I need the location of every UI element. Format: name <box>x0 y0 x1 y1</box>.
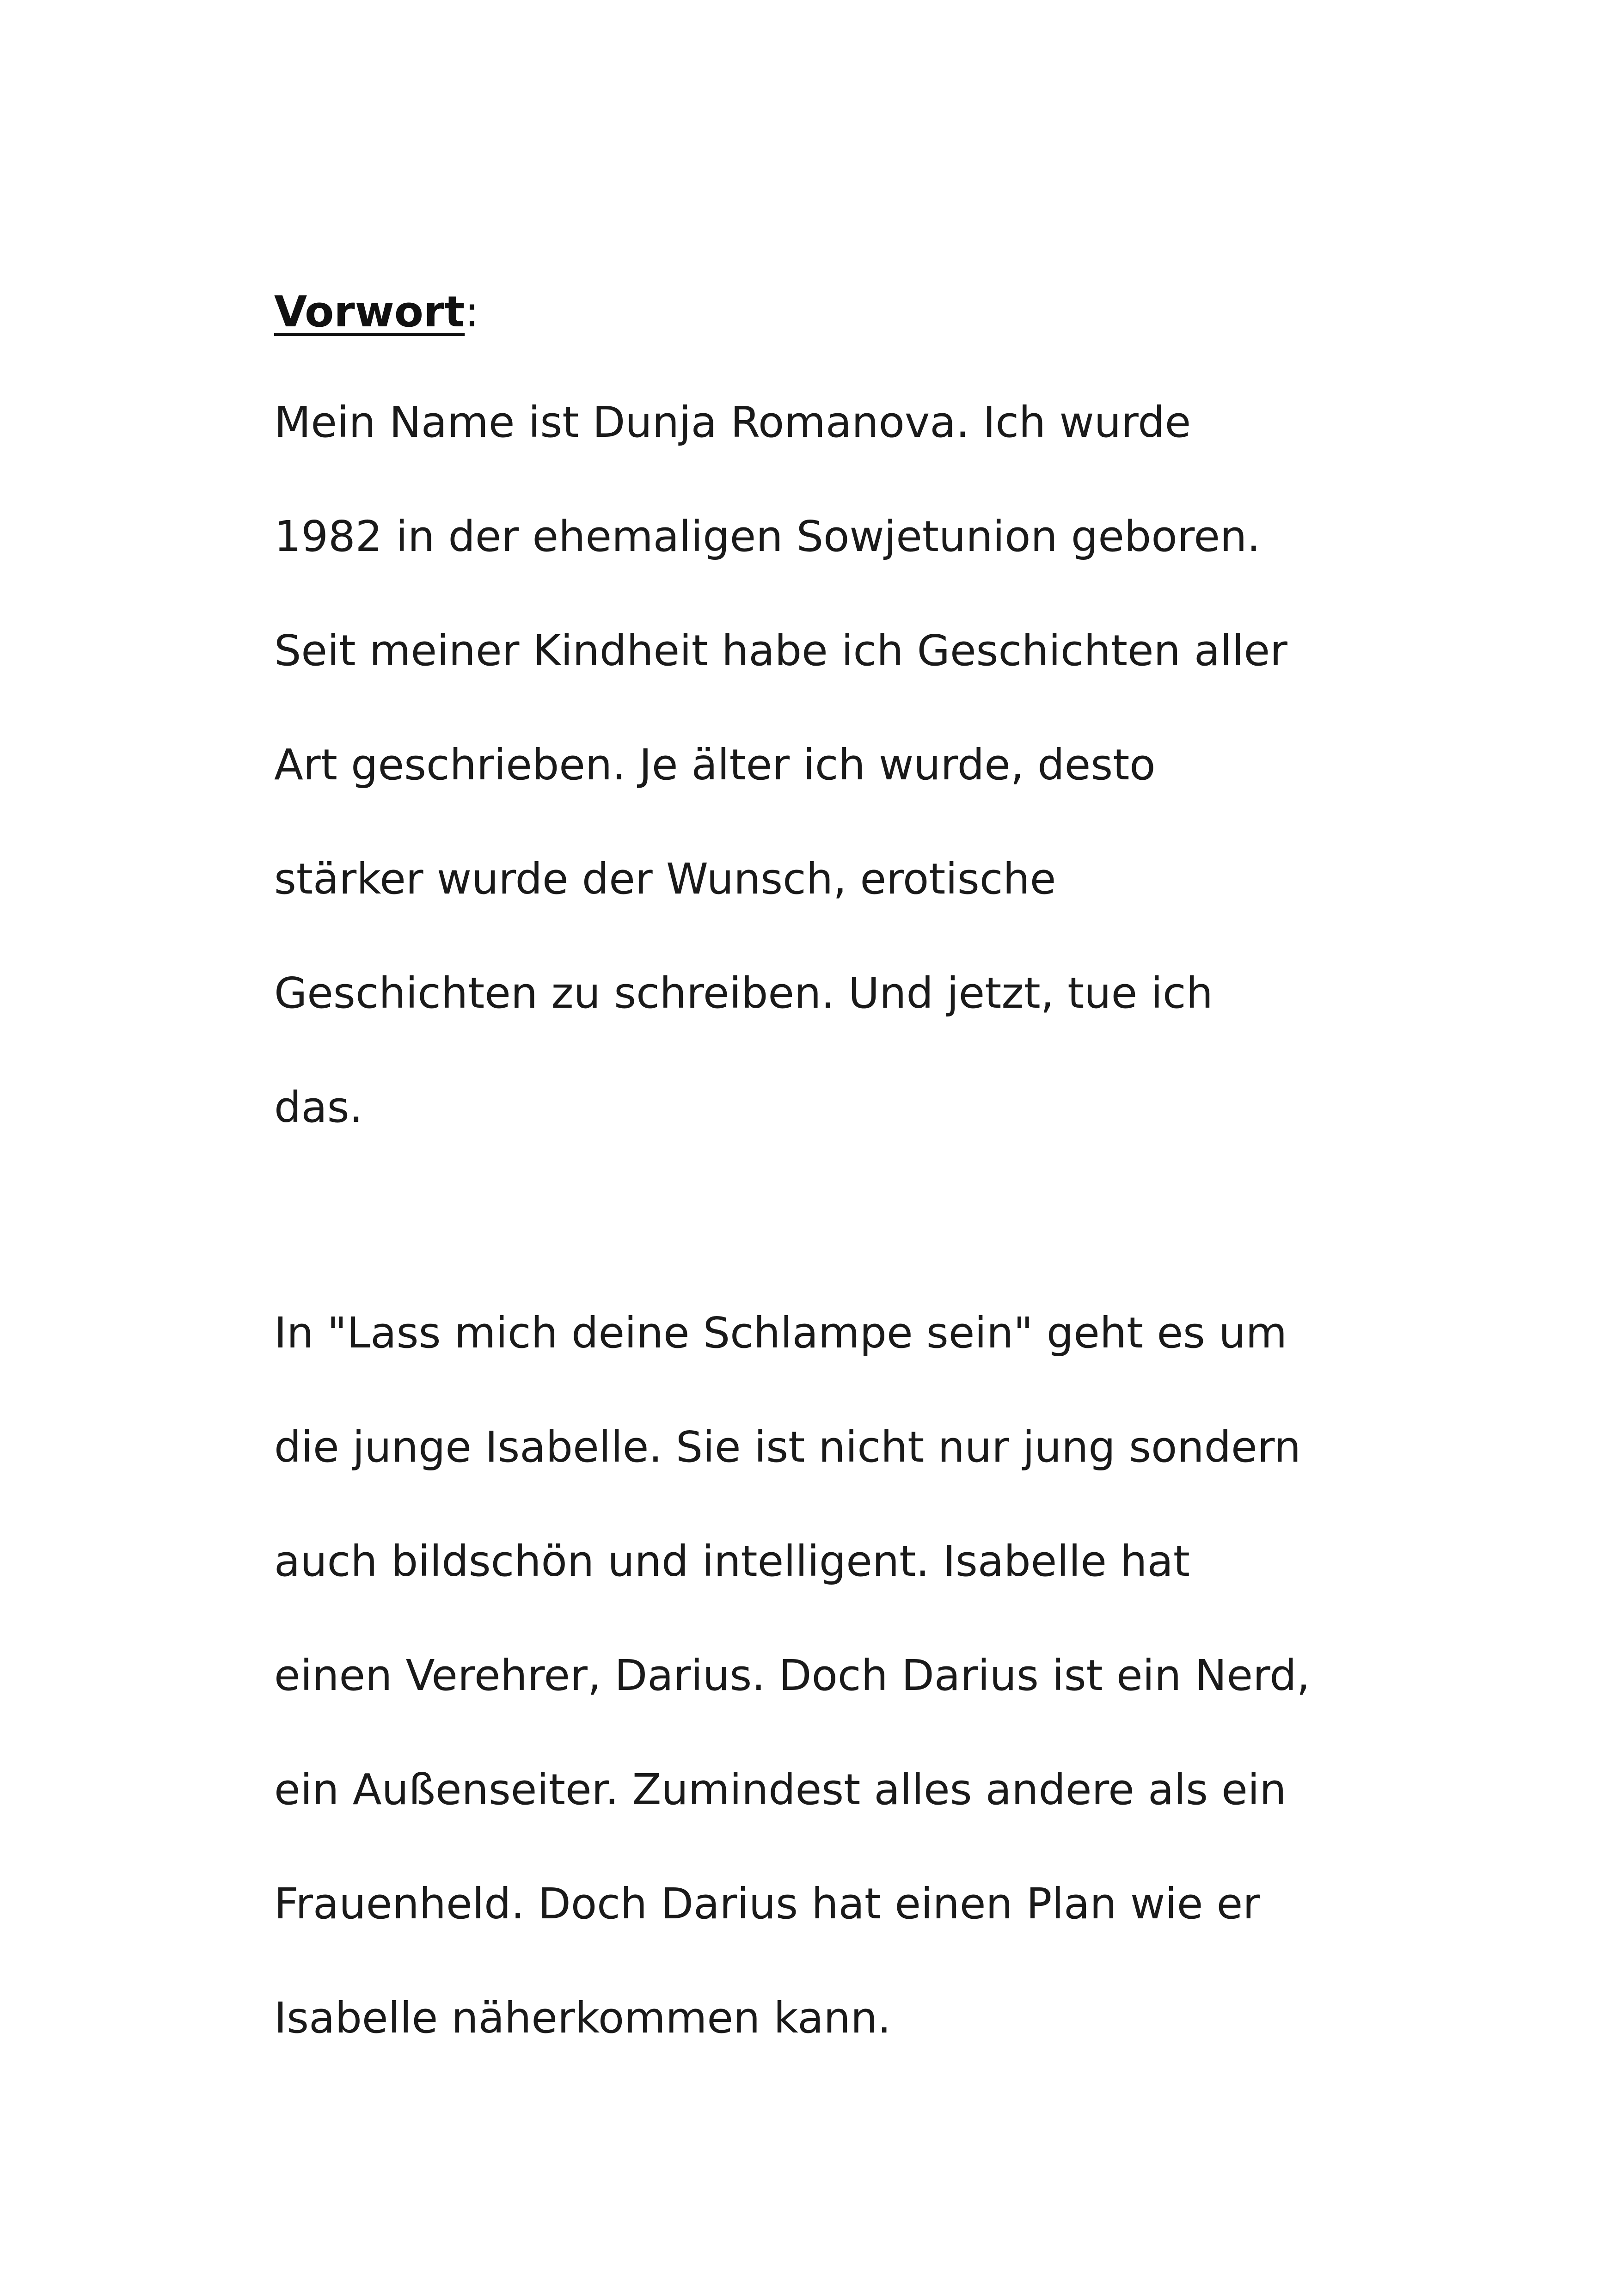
text-line: Art geschrieben. Je älter ich wurde, desto <box>274 740 1156 790</box>
text-line: stärker wurde der Wunsch, erotische <box>274 854 1056 904</box>
text-line: Seit meiner Kindheit habe ich Geschichten aller <box>274 626 1287 675</box>
heading-title: Vorwort <box>274 287 465 337</box>
text-line: Geschichten zu schreiben. Und jetzt, tue ich <box>274 968 1213 1018</box>
page-title <box>274 277 479 347</box>
paragraph-intro <box>274 365 1430 1164</box>
text-line: die junge Isabelle. Sie ist nicht nur jung sondern <box>274 1422 1301 1472</box>
text-line: das. <box>274 1083 363 1132</box>
heading-colon: : <box>465 287 479 337</box>
text-line: ein Außenseiter. Zumindest alles andere als ein <box>274 1765 1287 1814</box>
text-line: einen Verehrer, Darius. Doch Darius ist ein Nerd, <box>274 1651 1310 1700</box>
text-line: 1982 in der ehemaligen Sowjetunion geboren. <box>274 512 1261 561</box>
text-line: Frauenheld. Doch Darius hat einen Plan wie er <box>274 1879 1261 1929</box>
text-line: Mein Name ist Dunja Romanova. Ich wurde <box>274 398 1191 447</box>
text-line: In "Lass mich deine Schlampe sein" geht es um <box>274 1308 1287 1358</box>
text-line: Isabelle näherkommen kann. <box>274 1993 891 2043</box>
paragraph-synopsis <box>274 1276 1430 2075</box>
text-line: auch bildschön und intelligent. Isabelle hat <box>274 1537 1190 1586</box>
